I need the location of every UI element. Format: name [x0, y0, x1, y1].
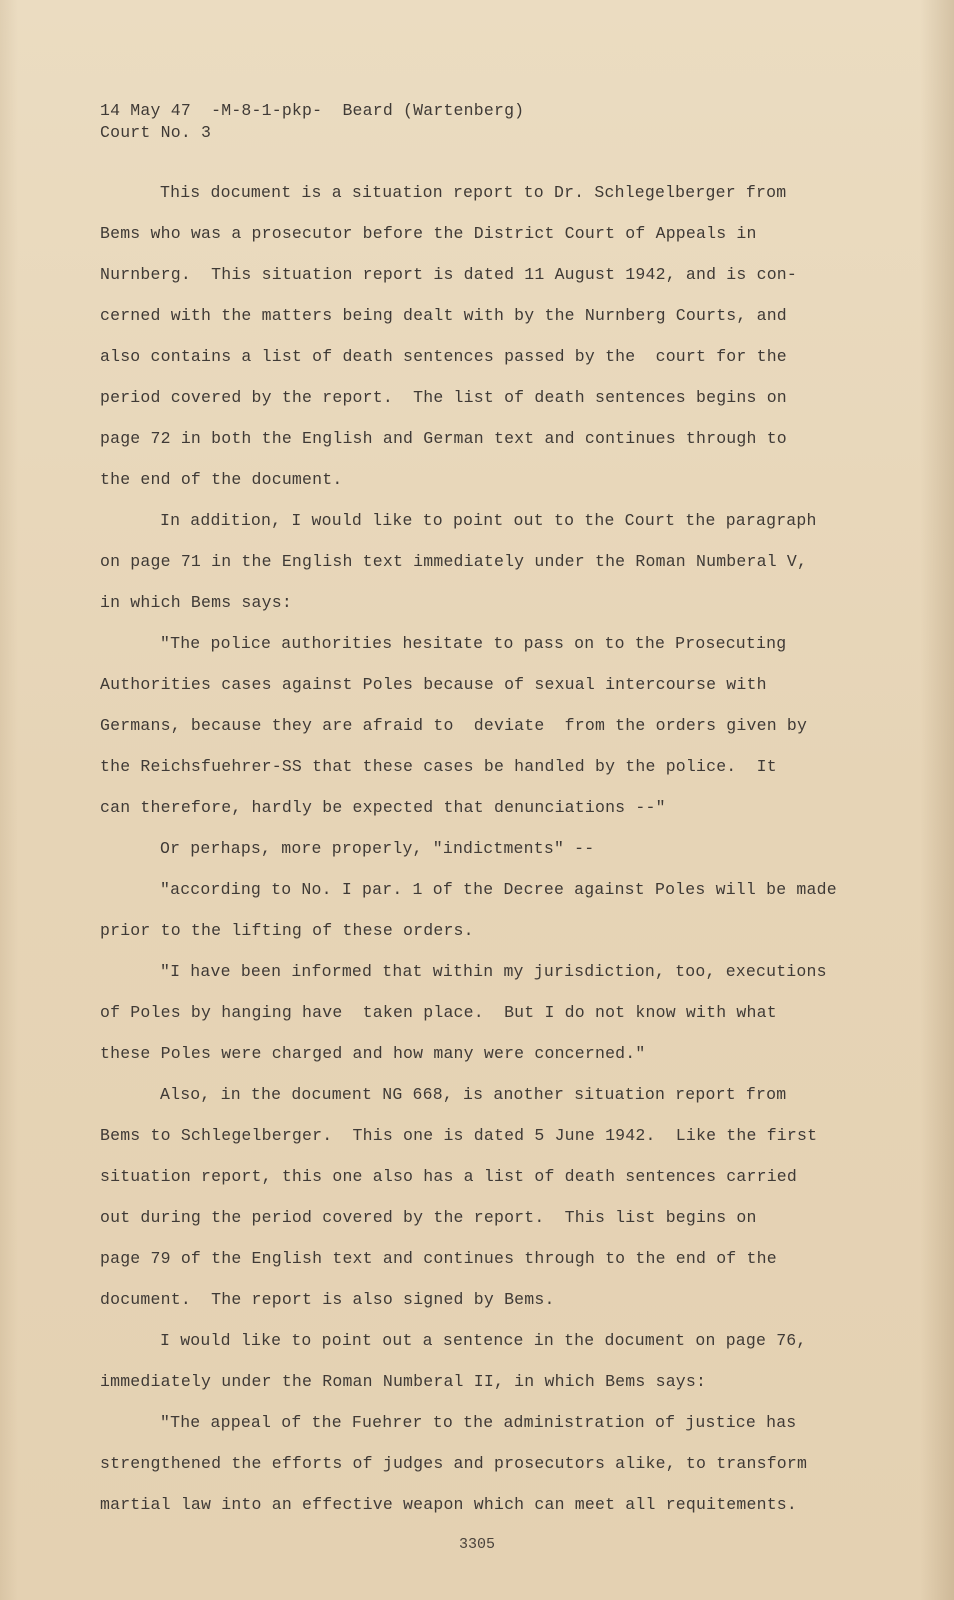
text-line: in which Bems says:: [100, 593, 292, 612]
text-line: on page 71 in the English text immediately under the Roman Numberal V,: [100, 552, 808, 571]
page-number: 3305: [458, 1536, 495, 1553]
text-line: I would like to point out a sentence in the document on page 76,: [160, 1331, 807, 1350]
text-line: "according to No. I par. 1 of the Decree against Poles will be made: [160, 880, 837, 899]
text-line: This document is a situation report to Dr. Schlegelberger from: [160, 183, 787, 202]
text-line: "I have been informed that within my jurisdiction, too, executions: [160, 962, 827, 981]
text-line: "The police authorities hesitate to pass on to the Prosecuting: [160, 634, 787, 653]
text-line: out during the period covered by the report. This list begins on: [100, 1208, 757, 1227]
text-line: situation report, this one also has a list of death sentences carried: [100, 1167, 798, 1186]
header-line-date-reference: 14 May 47 -M-8-1-pkp- Beard (Wartenberg): [100, 101, 525, 120]
text-line: the end of the document.: [100, 470, 343, 489]
text-line: "The appeal of the Fuehrer to the administration of justice has: [160, 1413, 797, 1432]
text-line: strengthened the efforts of judges and prosecutors alike, to transform: [100, 1454, 808, 1473]
text-line: page 79 of the English text and continues through to the end of the: [100, 1249, 777, 1268]
text-line: Bems to Schlegelberger. This one is dated 5 June 1942. Like the first: [100, 1126, 818, 1145]
text-line: Also, in the document NG 668, is another situation report from: [160, 1085, 787, 1104]
text-line: these Poles were charged and how many were concerned.": [100, 1044, 646, 1063]
text-line: also contains a list of death sentences passed by the court for the: [100, 347, 787, 366]
text-line: the Reichsfuehrer-SS that these cases be handled by the police. It: [100, 757, 777, 776]
text-line: Germans, because they are afraid to deviate from the orders given by: [100, 716, 808, 735]
text-line: Or perhaps, more properly, "indictments" --: [160, 839, 595, 858]
text-line: martial law into an effective weapon which can meet all requitements.: [100, 1495, 798, 1514]
text-line: of Poles by hanging have taken place. But I do not know with what: [100, 1003, 777, 1022]
text-line: Bems who was a prosecutor before the District Court of Appeals in: [100, 224, 757, 243]
text-line: cerned with the matters being dealt with by the Nurnberg Courts, and: [100, 306, 787, 325]
text-line: document. The report is also signed by Bems.: [100, 1290, 555, 1309]
text-line: page 72 in both the English and German text and continues through to: [100, 429, 787, 448]
header-line-court: Court No. 3: [100, 123, 212, 142]
text-line: immediately under the Roman Numberal II, in which Bems says:: [100, 1372, 707, 1391]
transcript-body: [100, 172, 860, 1525]
text-line: can therefore, hardly be expected that denunciations --": [100, 798, 666, 817]
text-line: period covered by the report. The list of death sentences begins on: [100, 388, 787, 407]
text-line: In addition, I would like to point out to the Court the paragraph: [160, 511, 817, 530]
text-line: prior to the lifting of these orders.: [100, 921, 474, 940]
text-line: Nurnberg. This situation report is dated 11 August 1942, and is con-: [100, 265, 798, 284]
text-line: Authorities cases against Poles because of sexual intercourse with: [100, 675, 767, 694]
document-header: [100, 100, 524, 144]
